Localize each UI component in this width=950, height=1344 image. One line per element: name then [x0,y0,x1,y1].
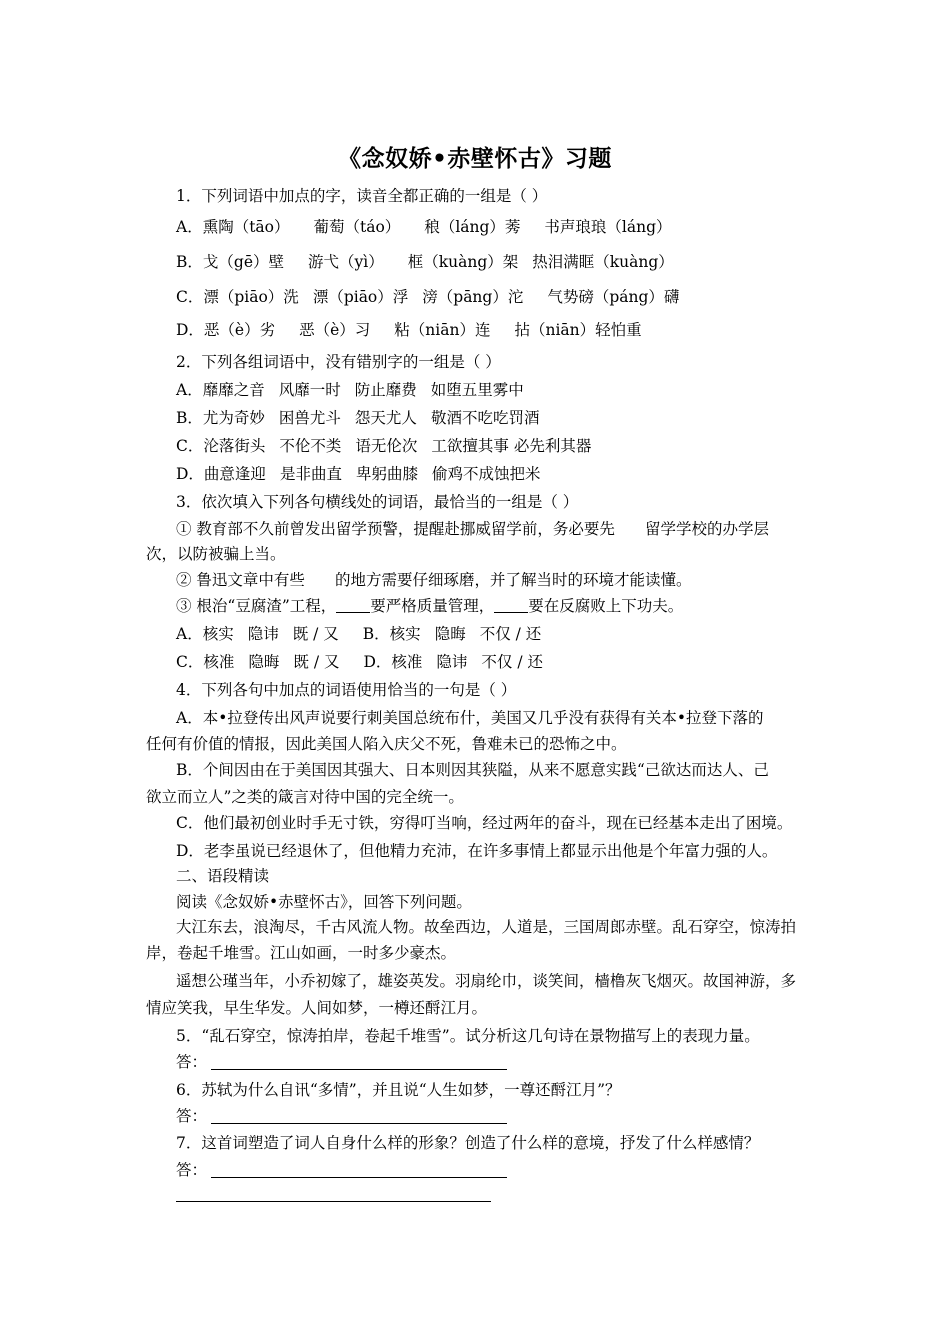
q2-stem: 2．下列各组词语中，没有错别字的一组是（ ） [176,353,501,371]
q4-option-d: D．老李虽说已经退休了，但他精力充沛，在许多事情上都显示出他是个年富力强的人。 [176,842,778,860]
answer-line-extra[interactable] [176,1201,491,1202]
q6-stem: 6．苏轼为什么自讯“多情”，并且说“人生如梦，一尊还酹江月”？ [176,1081,621,1099]
q4-option-b: B．个间因由在于美国因其强大、日本则因其狭隘，从来不愿意实践“己欲达而达人、己 [176,761,769,779]
page-title: 《念奴娇•赤壁怀古》习题 [338,146,612,172]
q3-stem: 3．依次填入下列各句横线处的词语，最恰当的一组是（ ） [176,493,579,511]
answer-line[interactable] [211,1107,507,1124]
q4-option-b-cont: 欲立而立人”之类的箴言对待中国的完全统一。 [146,788,464,806]
blank-line [494,598,528,613]
q1-option-b: B．戈（gē）壁 游弋（yì） 框（kuàng）架 热泪满眶（kuàng） [176,253,674,271]
q2-option-c: C．沦落街头 不伦不类 语无伦次 工欲擅其事 必先利其器 [176,437,592,455]
q1-option-a: A．熏陶（tāo） 葡萄（táo） 稂（láng）莠 书声琅琅（láng） [176,218,672,236]
q7-answer: 答： [176,1160,507,1180]
q4-option-a-cont: 任何有价值的情报，因此美国人陷入庆父不死，鲁难未已的恐怖之中。 [146,735,627,753]
q5-stem: 5．“乱石穿空，惊涛拍岸，卷起千堆雪”。试分析这几句诗在景物描写上的表现力量。 [176,1027,760,1045]
q3-sentence-1-cont: 次，以防被骗上当。 [146,545,286,563]
q2-option-a: A．靡靡之音 风靡一时 防止靡费 如堕五里雾中 [176,381,524,399]
q3-sentence-3: ③ 根治“豆腐渣”工程， 要严格质量管理， 要在反腐败上下功夫。 [176,597,684,615]
answer-line[interactable] [211,1053,507,1070]
answer-line[interactable] [211,1161,507,1178]
q6-answer: 答： [176,1106,507,1126]
q3-options-cd: C．核准 隐晦 既 / 又 D．核准 隐讳 不仅 / 还 [176,653,543,671]
poem-para-1-cont: 岸，卷起千堆雪。江山如画，一时多少豪杰。 [146,944,457,962]
q2-option-b: B．尤为奇妙 困兽尤斗 怨天尤人 敬酒不吃吃罚酒 [176,409,540,427]
q1-option-d: D．恶（è）劣 恶（è）习 粘（niān）连 拈（niān）轻怕重 [176,321,642,339]
poem-para-1: 大江东去，浪淘尽，千古风流人物。故垒西边，人道是，三国周郎赤壁。乱石穿空，惊涛拍 [176,918,797,936]
q2-option-d: D．曲意逢迎 是非曲直 卑躬曲膝 偷鸡不成蚀把米 [176,465,541,483]
blank-line [336,598,370,613]
q4-stem: 4．下列各句中加点的词语使用恰当的一句是（ ） [176,681,517,699]
poem-para-2: 遥想公瑾当年，小乔初嫁了，雄姿英发。羽扇纶巾，谈笑间，樯橹灰飞烟灭。故国神游，多 [176,972,797,990]
poem-para-2-cont: 情应笑我，早生华发。人间如梦，一樽还酹江月。 [146,999,488,1017]
q7-stem: 7．这首词塑造了词人自身什么样的形象？创造了什么样的意境，抒发了什么样感情？ [176,1134,760,1152]
q1-option-c: C．漂（piāo）洗 漂（piāo）浮 滂（pāng）沱 气势磅（páng）礴 [176,288,680,306]
reading-intro: 阅读《念奴娇•赤壁怀古》，回答下列问题。 [176,893,472,911]
section-heading: 二、语段精读 [176,867,270,885]
q3-sentence-1: ① 教育部不久前曾发出留学预警，提醒赴挪威留学前，务必要先 留学学校的办学层 [176,520,769,538]
q1-stem: 1．下列词语中加点的字，读音全都正确的一组是（ ） [176,187,548,205]
q4-option-a: A．本•拉登传出风声说要行刺美国总统布什，美国又几乎没有获得有关本•拉登下落的 [176,709,764,727]
q3-sentence-2: ② 鲁迅文章中有些 的地方需要仔细琢磨，并了解当时的环境才能读懂。 [176,571,692,589]
q3-options-ab: A．核实 隐讳 既 / 又 B．核实 隐晦 不仅 / 还 [176,625,542,643]
q5-answer: 答： [176,1052,507,1072]
q4-option-c: C．他们最初创业时手无寸铁，穷得叮当响，经过两年的奋斗，现在已经基本走出了困境。 [176,814,793,832]
